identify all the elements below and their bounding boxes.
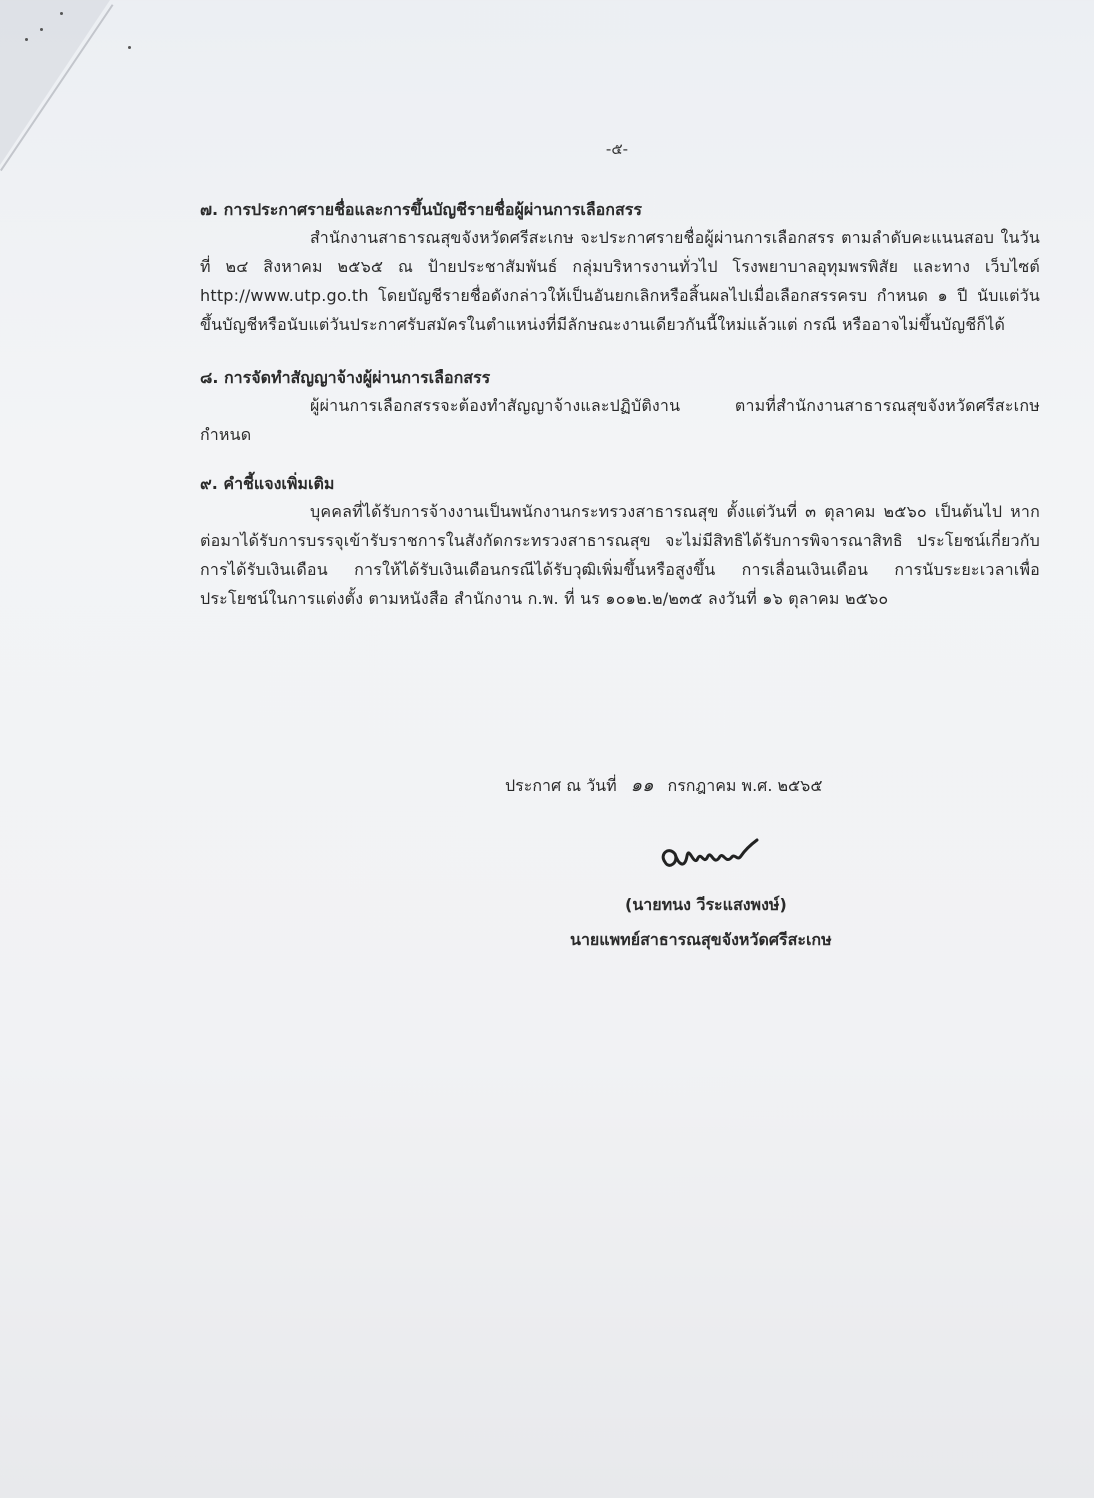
page-number: -๕-	[605, 140, 629, 158]
handwritten-signature	[655, 832, 767, 880]
announcement-day-handwritten: ๑๑	[630, 775, 654, 796]
scan-speck	[60, 12, 63, 15]
section-8-heading: ๘. การจัดทำสัญญาจ้างผู้ผ่านการเลือกสรร	[200, 368, 491, 387]
section-9-body: บุคคลที่ได้รับการจ้างงานเป็นพนักงานกระทรวงสาธารณสุข ตั้งแต่วันที่ ๓ ตุลาคม ๒๕๖๐ เป็นต้นไป หากต่อมาได้รับการบรรจุเข้ารับราชการในสังกัดกระทรวงสาธารณสุข จะไม่มีสิทธิได้รับการพิจารณาสิทธิ ประโยชน์เกี่ยวกับการได้รับเงินเดือน การให้ได้รับเงินเดือนกรณีได้รับวุฒิเพิ่มขึ้นหรือสูงขึ้น การเลื่อนเงินเดือน การนับระยะเวลาเพื่อประโยชน์ในการแต่งตั้ง ตามหนังสือ สำนักงาน ก.พ. ที่ นร ๑๐๑๒.๒/๒๓๕ ลงวันที่ ๑๖ ตุลาคม ๒๕๖๐	[200, 502, 1040, 608]
section-9-heading: ๙. คำชี้แจงเพิ่มเติม	[200, 474, 335, 493]
announcement-prefix: ประกาศ ณ วันที่	[505, 776, 617, 795]
signer-name: (นายทนง วีระแสงพงษ์)	[625, 895, 787, 914]
scan-speck	[25, 38, 28, 41]
section-7-body: สำนักงานสาธารณสุขจังหวัดศรีสะเกษ จะประกาศรายชื่อผู้ผ่านการเลือกสรร ตามลำดับคะแนนสอบ ในวันที่ ๒๔ สิงหาคม ๒๕๖๕ ณ ป้ายประชาสัมพันธ์ กลุ่มบริหารงานทั่วไป โรงพยาบาลอุทุมพรพิสัย และทาง เว็บไซต์ http://www.utp.go.th โดยบัญชีรายชื่อดังกล่าวให้เป็นอันยกเลิกหรือสิ้นผลไปเมื่อเลือกสรรครบ กำหนด ๑ ปี นับแต่วันขึ้นบัญชีหรือนับแต่วันประกาศรับสมัครในตำแหน่งที่มีลักษณะงานเดียวกันนี้ใหม่แล้วแต่ กรณี หรืออาจไม่ขึ้นบัญชีก็ได้	[200, 228, 1040, 334]
section-8-body: ผู้ผ่านการเลือกสรรจะต้องทำสัญญาจ้างและปฏิบัติงาน ตามที่สำนักงานสาธารณสุขจังหวัดศรีสะเกษ กำหนด	[200, 396, 1040, 444]
signer-title: นายแพทย์สาธารณสุขจังหวัดศรีสะเกษ	[570, 930, 832, 949]
announcement-suffix: กรกฎาคม พ.ศ. ๒๕๖๕	[667, 776, 823, 795]
scan-speck	[40, 28, 43, 31]
document-body	[200, 197, 1040, 613]
announcement-date	[505, 770, 822, 799]
scan-speck	[128, 46, 131, 49]
section-7-heading: ๗. การประกาศรายชื่อและการขึ้นบัญชีรายชื่อผู้ผ่านการเลือกสรร	[200, 200, 642, 219]
